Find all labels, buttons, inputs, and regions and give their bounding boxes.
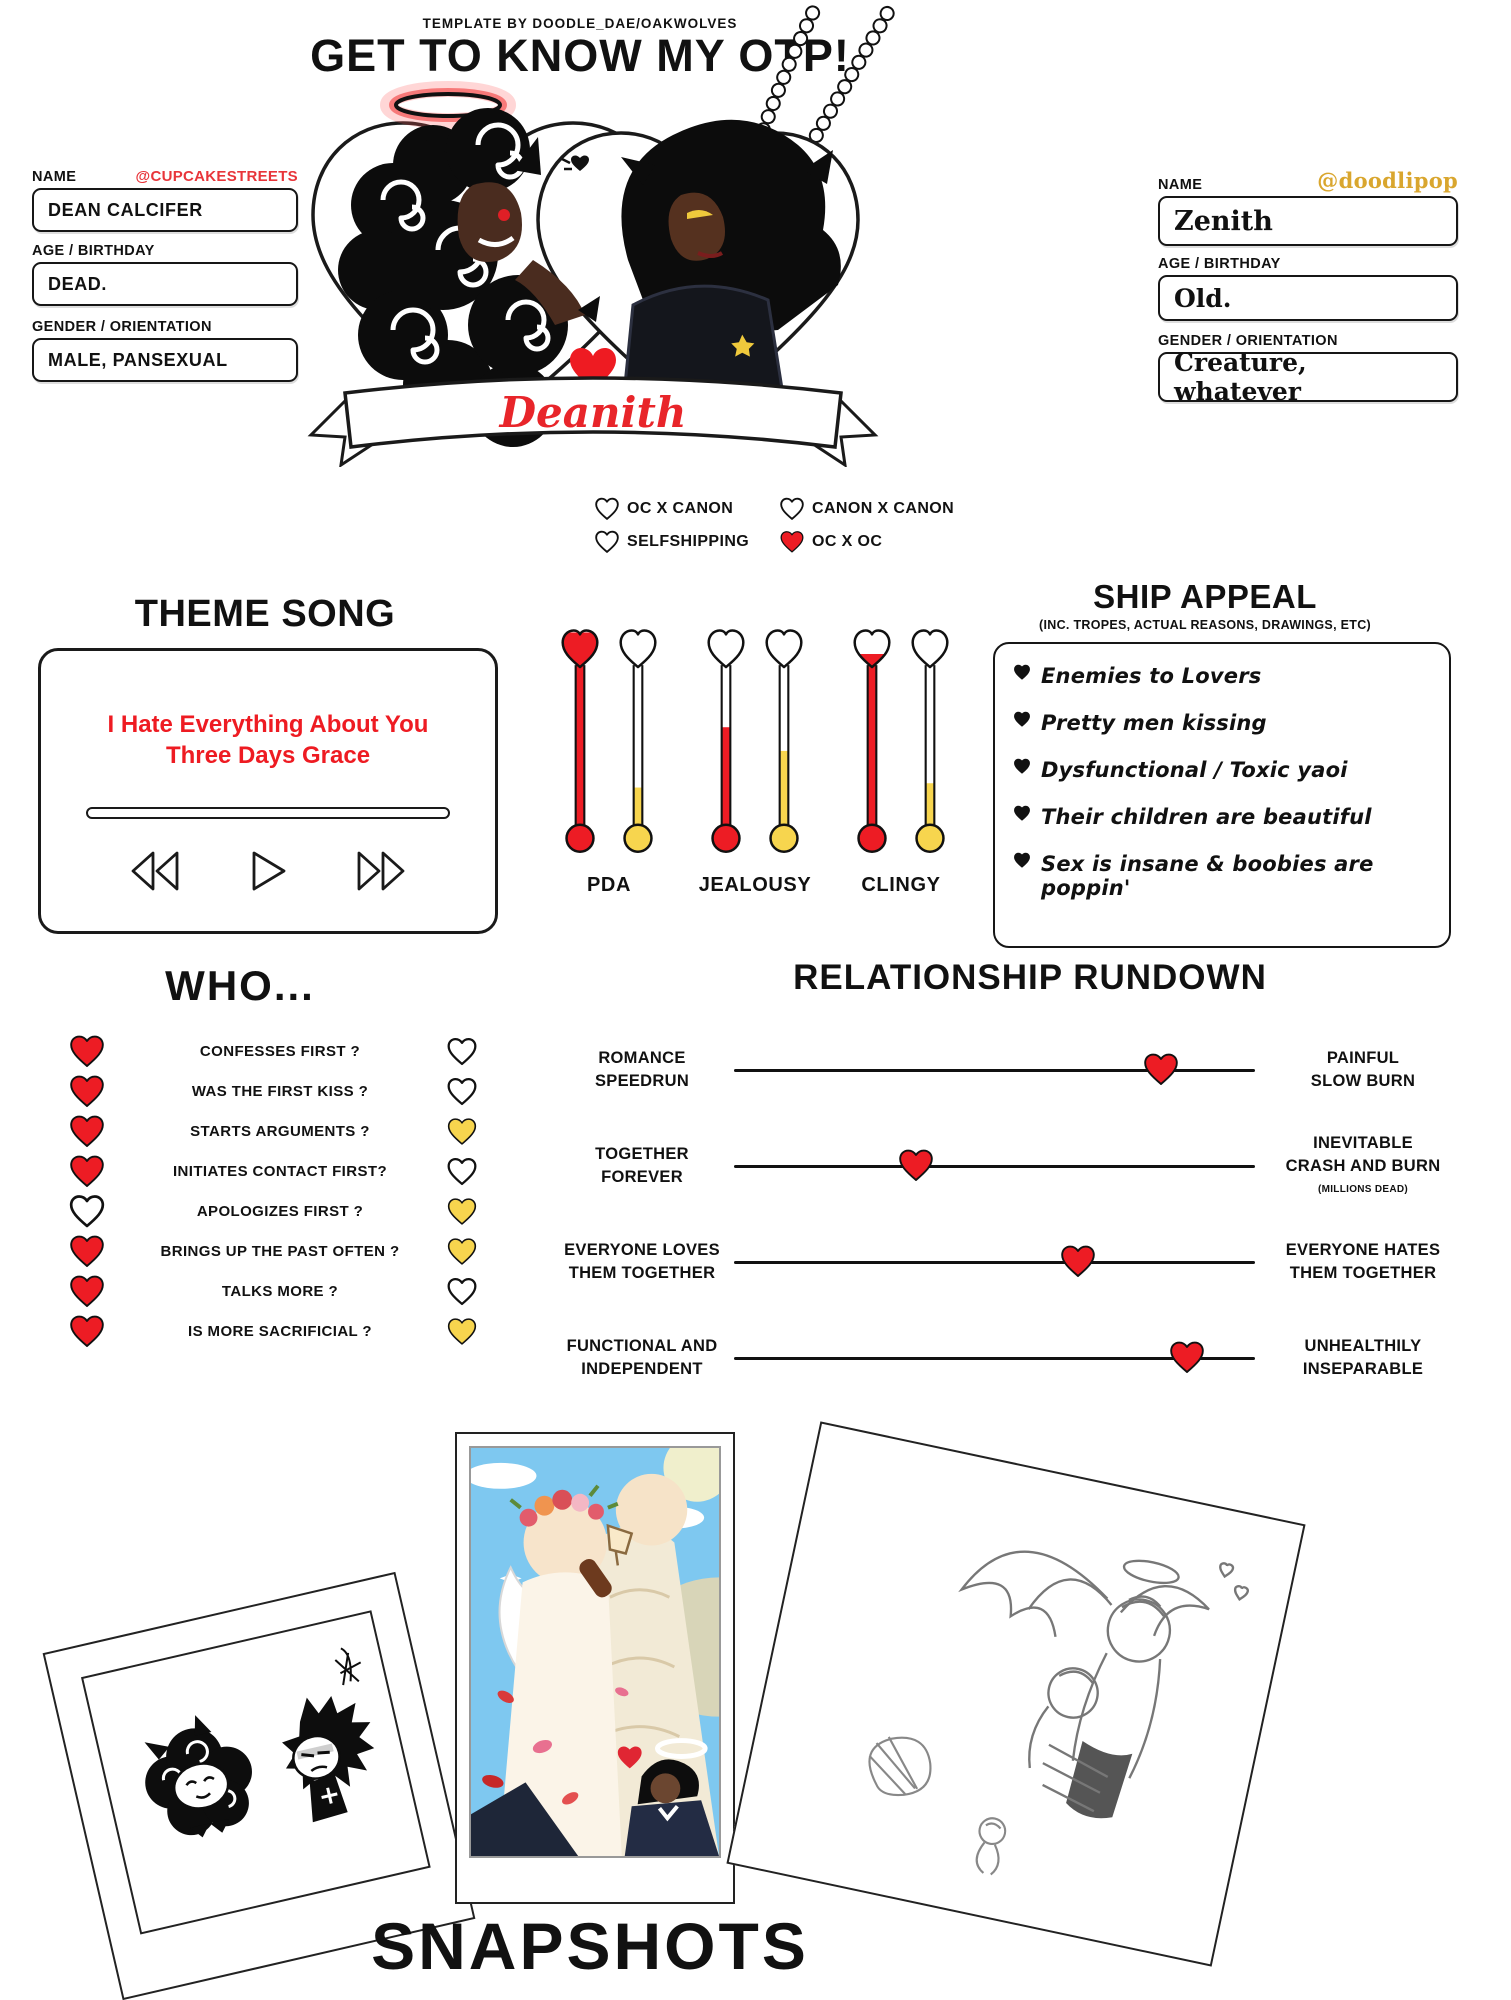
rundown-slider [558,1310,1463,1406]
meter-group-clingy [847,618,955,897]
artist-handle-left[interactable]: @CUPCAKESTREETS [135,168,298,185]
slider-left-label: FUNCTIONAL AND INDEPENDENT [566,1337,718,1378]
who-right-heart[interactable] [446,1037,486,1066]
rewind-button[interactable] [125,847,187,895]
heart-thermometer [847,618,897,870]
gender-label-left: GENDER / ORIENTATION [32,319,212,335]
age-field-right[interactable]: Old. [1158,275,1458,321]
slider-track[interactable] [734,1338,1255,1378]
ship-type-option[interactable] [594,497,779,521]
age-label-right: AGE / BIRTHDAY [1158,256,1281,272]
rundown-slider [558,1022,1463,1118]
rundown-sliders [558,1022,1463,1406]
unchecked-heart-icon[interactable] [594,530,620,554]
who-list [68,1034,486,1354]
slider-right-label: UNHEALTHILY INSEPARABLE [1302,1337,1424,1378]
gender-label-right: GENDER / ORIENTATION [1158,333,1338,349]
sketch-art [729,1424,1303,1965]
gender-field-right[interactable]: Creature, whatever [1158,352,1458,402]
who-right-heart[interactable] [446,1237,486,1266]
who-row [68,1314,486,1348]
rundown-title: RELATIONSHIP RUNDOWN [793,958,1267,997]
template-credit: TEMPLATE BY DOODLE_DAE/OAKWOLVES [422,16,738,31]
age-label-left: AGE / BIRTHDAY [32,243,155,259]
who-left-heart[interactable] [68,1234,114,1269]
slider-track[interactable] [734,1242,1255,1282]
who-row [68,1074,486,1108]
who-left-heart[interactable] [68,1074,114,1109]
name-label-left: NAME [32,169,77,185]
couple-artwork [283,75,903,467]
who-row [68,1274,486,1308]
who-right-heart[interactable] [446,1277,486,1306]
ship-type-label: OC X CANON [627,499,734,517]
heart-bullet-icon [1013,805,1031,822]
unchecked-heart-icon[interactable] [594,497,620,521]
ship-appeal-item [1013,805,1431,829]
who-right-heart[interactable] [446,1157,486,1186]
who-question: IS MORE SACRIFICIAL ? [188,1322,372,1340]
ship-appeal-item [1013,711,1431,735]
ship-appeal-text: Their children are beautiful [1041,805,1372,829]
ship-appeal-list [1013,664,1431,900]
meter-label: PDA [586,874,632,896]
heart-thermometer [555,618,605,870]
ship-type-label: SELFSHIPPING [627,532,750,550]
heart-bullet-icon [1013,758,1031,775]
who-right-heart[interactable] [446,1077,486,1106]
heart-bullet-icon [1013,711,1031,728]
slider-left-label: EVERYONE LOVES THEM TOGETHER [564,1241,720,1282]
slider-right-label: PAINFUL SLOW BURN [1310,1049,1416,1090]
meter-group-pda [555,618,663,897]
slider-left-label: ROMANCE SPEEDRUN [594,1049,690,1090]
name-field-left[interactable]: DEAN CALCIFER [32,188,298,232]
heart-thermometer [701,618,751,870]
who-right-heart[interactable] [446,1117,486,1146]
theme-song-title: THEME SONG [134,593,396,635]
page-title: GET TO KNOW MY OTP! [310,30,850,81]
ship-type-label: CANON X CANON [812,499,955,517]
music-player [38,648,498,934]
slider-right-sublabel: (MILLIONS DEAD) [1317,1183,1409,1195]
who-question: WAS THE FIRST KISS ? [191,1082,369,1100]
ship-appeal-box [993,642,1451,948]
rundown-slider [558,1214,1463,1310]
character-panel-right [1158,168,1458,406]
ship-name-text: Deanith [499,388,687,437]
meter-label: CLINGY [861,874,941,896]
who-question: CONFESSES FIRST ? [199,1042,361,1060]
snapshot-polaroid-right [726,1421,1305,1966]
chibi-dean [132,1705,264,1847]
slider-track[interactable] [734,1146,1255,1186]
ship-appeal-text: Enemies to Lovers [1041,664,1262,688]
who-row [68,1034,486,1068]
heart-bullet-icon [1013,664,1031,681]
scribble-doodle [333,1645,365,1686]
slider-heart-marker[interactable] [1059,1244,1097,1279]
slider-track[interactable] [734,1050,1255,1090]
who-title: WHO... [165,962,315,1009]
snapshot-polaroid-center [455,1432,735,1904]
heart-thermometer [905,618,955,870]
who-question: BRINGS UP THE PAST OFTEN ? [160,1242,400,1260]
snapshots-title: SNAPSHOTS [371,1909,809,1983]
unchecked-heart-icon[interactable] [779,497,805,521]
who-left-heart[interactable] [68,1274,114,1309]
fast-forward-button[interactable] [349,847,411,895]
slider-right-label: EVERYONE HATES THEM TOGETHER [1285,1241,1441,1282]
chibi-zenith [271,1685,389,1826]
ship-appeal-title: SHIP APPEAL [1093,578,1317,615]
age-field-left[interactable]: DEAD. [32,262,298,306]
ship-type-options [594,497,984,554]
heart-bullet-icon [1013,852,1031,869]
who-right-heart[interactable] [446,1317,486,1346]
who-left-heart[interactable] [68,1194,114,1229]
ship-appeal-item [1013,852,1431,900]
meter-label: JEALOUSY [698,874,812,896]
ship-appeal-text: Pretty men kissing [1041,711,1267,735]
slider-left-label: TOGETHER FOREVER [595,1145,689,1186]
name-label-right: NAME [1158,177,1203,193]
who-left-heart[interactable] [68,1034,114,1069]
chibi-doodle-art [83,1613,428,1932]
slider-right-label: INEVITABLE CRASH AND BURN (MILLIONS DEAD) [1263,1132,1463,1201]
who-row [68,1154,486,1188]
character-panel-left [32,168,298,382]
gender-field-left[interactable]: MALE, PANSEXUAL [32,338,298,382]
who-left-heart[interactable] [68,1314,114,1349]
song-artist: Three Days Grace [165,742,371,769]
slider-heart-marker[interactable] [897,1148,935,1183]
ship-type-option[interactable] [779,530,984,554]
song-title: I Hate Everything About You [107,711,429,738]
ship-appeal-text: Sex is insane & boobies are poppin' [1041,852,1374,900]
ship-appeal-item [1013,664,1431,688]
ship-appeal-subtitle: (INC. TROPES, ACTUAL REASONS, DRAWINGS, ETC) [1039,618,1371,632]
ship-appeal-text: Dysfunctional / Toxic yaoi [1041,758,1348,782]
who-right-heart[interactable] [446,1197,486,1226]
rundown-slider [558,1118,1463,1214]
song-progress-bar[interactable] [86,807,450,819]
who-left-heart[interactable] [68,1114,114,1149]
heart-thermometer [759,618,809,870]
ship-type-option[interactable] [594,530,779,554]
who-left-heart[interactable] [68,1154,114,1189]
who-question: TALKS MORE ? [221,1282,339,1300]
artist-handle-right[interactable]: @doodlipop [1317,168,1458,193]
ship-type-label: OC X OC [812,532,883,550]
slider-heart-marker[interactable] [1142,1052,1180,1087]
meter-group-jealousy [699,618,812,897]
play-button[interactable] [246,847,290,895]
ship-appeal-item [1013,758,1431,782]
ship-type-option[interactable] [779,497,984,521]
wedding-photo-art [471,1448,719,1856]
heart-thermometer [613,618,663,870]
who-row [68,1194,486,1228]
checked-heart-icon[interactable] [779,530,805,554]
who-question: INITIATES CONTACT FIRST? [172,1162,388,1180]
affection-meters [555,618,955,897]
who-question: APOLOGIZES FIRST ? [196,1202,364,1220]
slider-heart-marker[interactable] [1168,1340,1206,1375]
name-field-right[interactable]: Zenith [1158,196,1458,246]
character-zenith [621,120,841,405]
who-row [68,1114,486,1148]
who-row [68,1234,486,1268]
who-question: STARTS ARGUMENTS ? [190,1122,370,1140]
